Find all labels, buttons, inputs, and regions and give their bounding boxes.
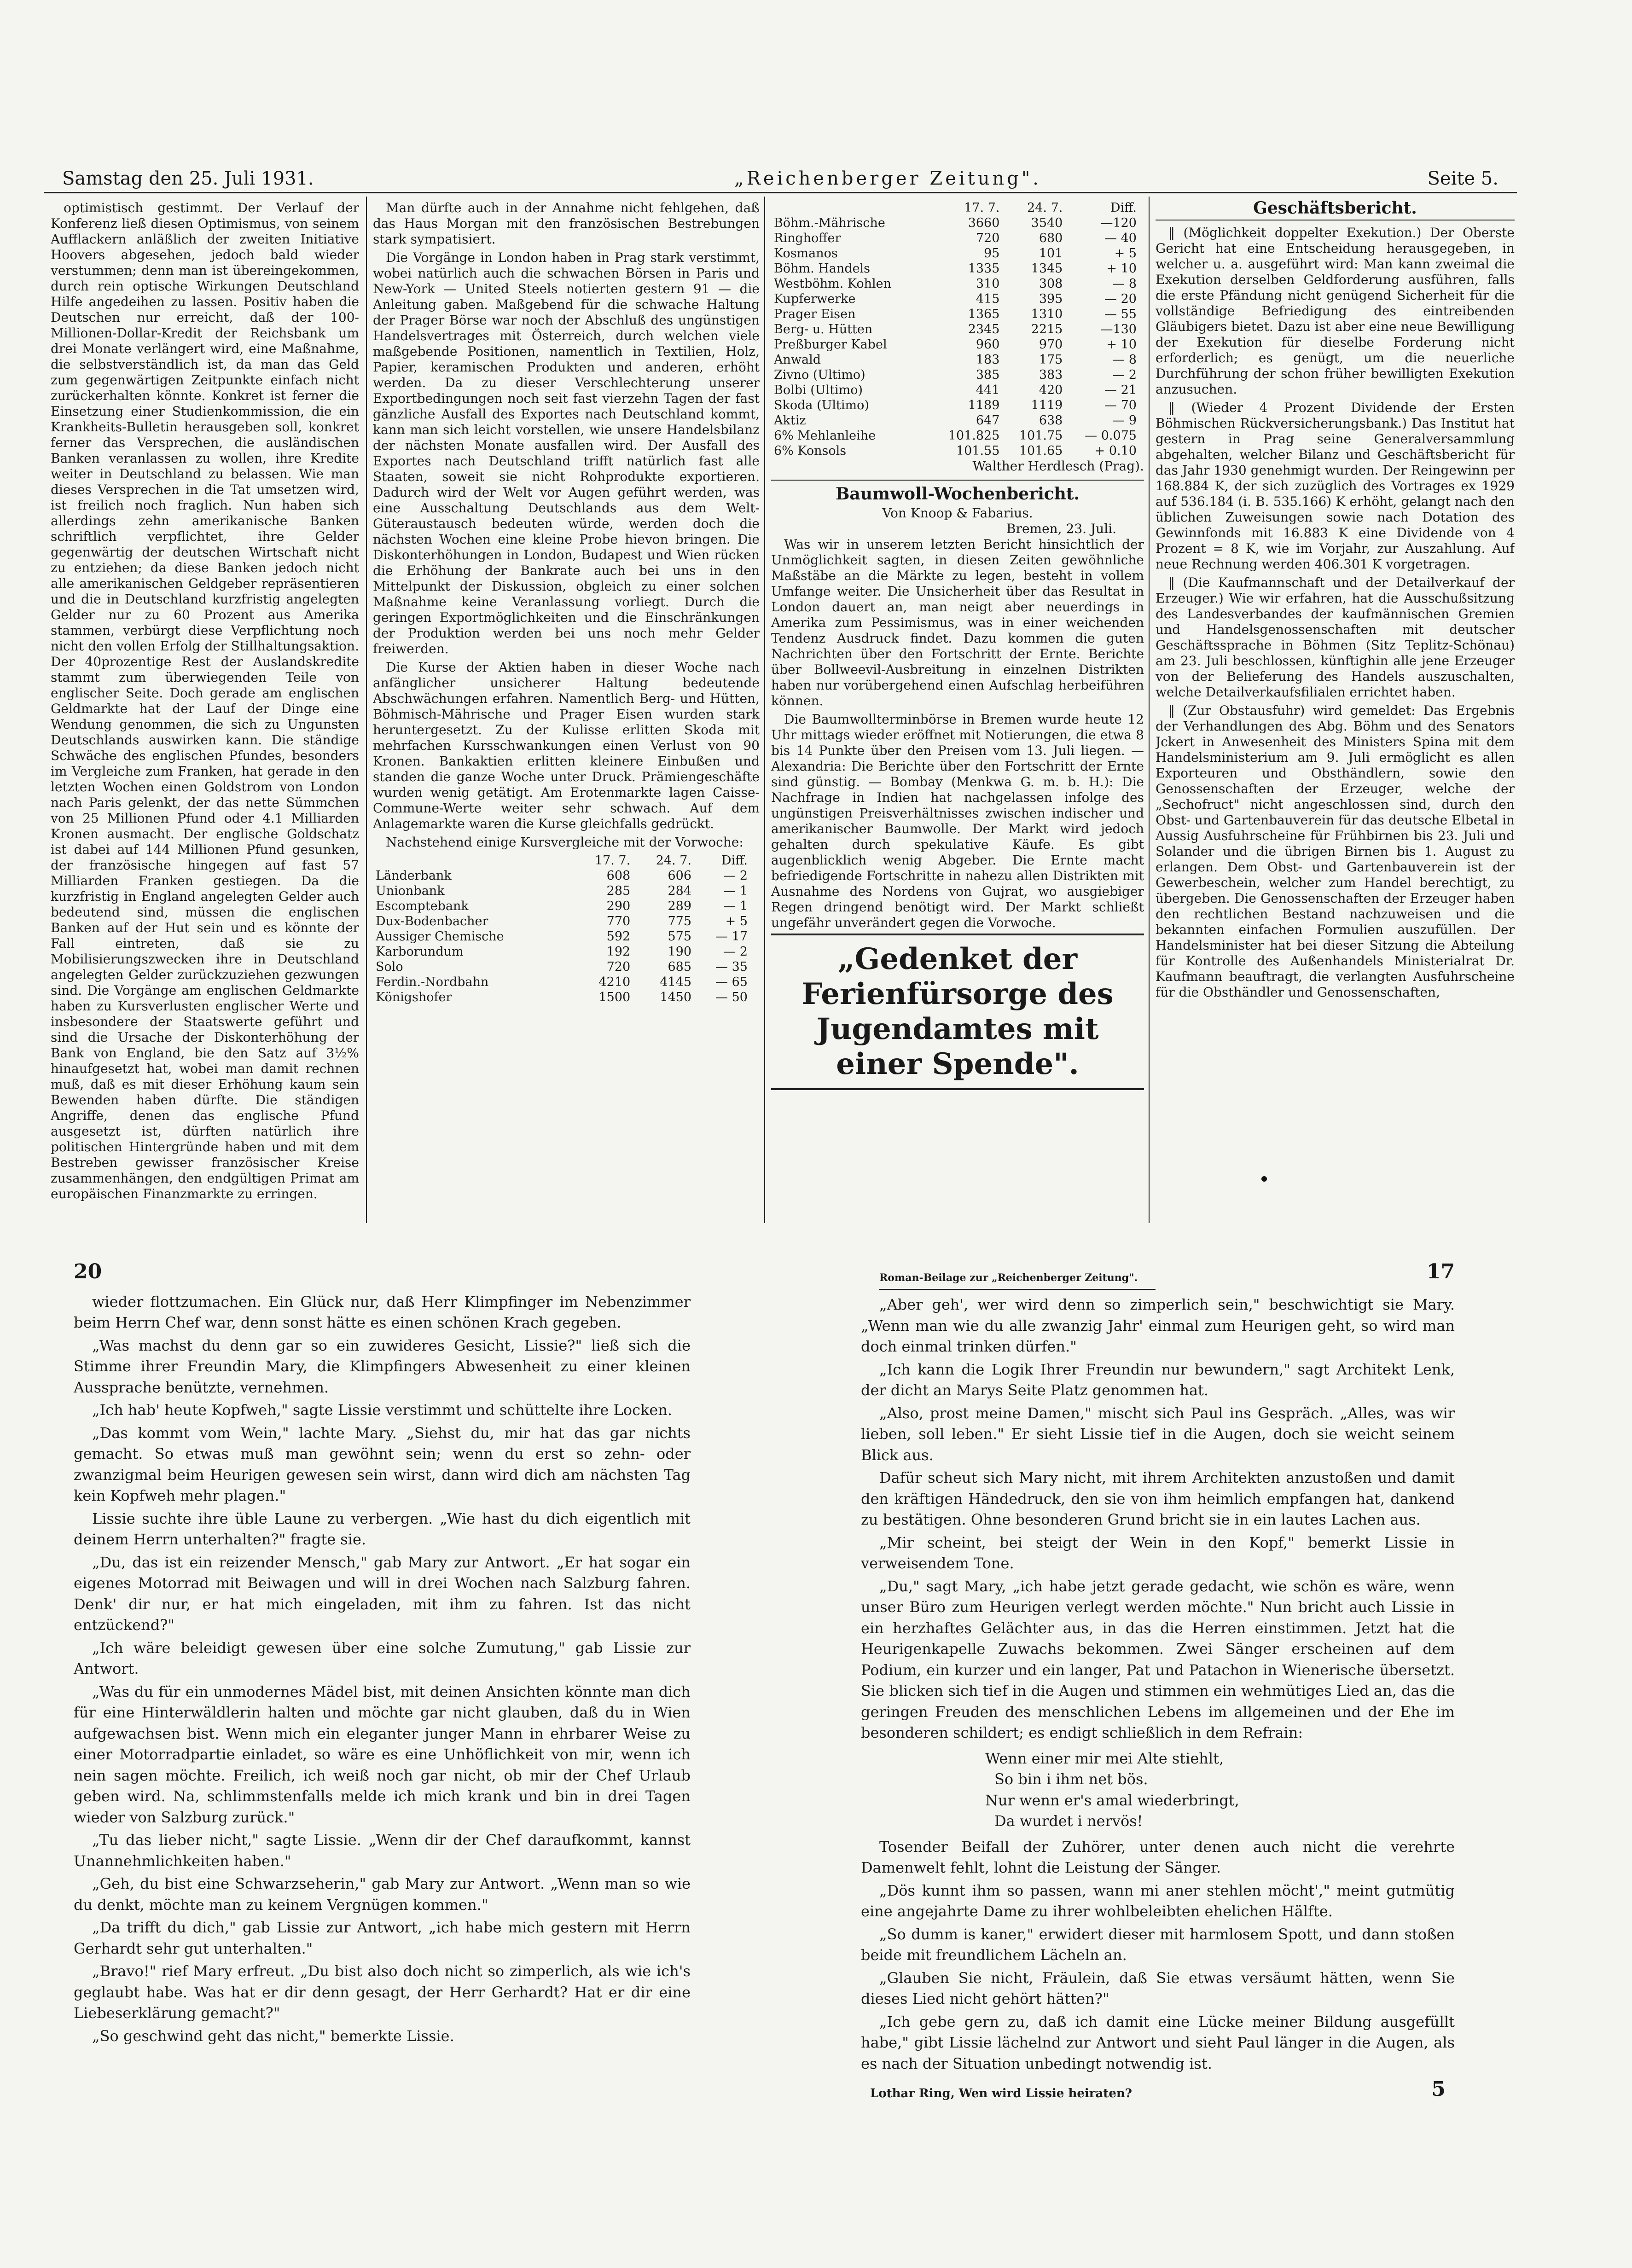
stock-name-cell: Skoda (Ultimo) [774,398,869,412]
novel-page-right [861,1261,1455,2219]
stock-name-cell: Dux-Bodenbacher [376,914,488,928]
stock-value-cell: 1335 [968,261,1000,276]
article-paragraph: Nachstehend einige Kursvergleiche mit der Vorwoche: [386,835,743,850]
stock-name-cell: Unionbank [376,884,445,898]
table-row [771,246,1139,261]
stock-value-cell: — 65 [715,975,748,989]
table-row [771,291,1139,307]
section-divider [771,480,1144,481]
stock-value-cell: 1310 [1031,307,1063,321]
stock-value-cell: 395 [1039,292,1063,306]
novel-page-left [74,1261,691,2219]
stock-value-cell: 680 [1039,231,1063,245]
stock-name-cell: Aktiz [774,413,806,428]
novel-paragraph: „Ich wäre beleidigt gewesen über eine solche Zumutung," gab Lissie zur Antwort. [74,1639,691,1677]
stock-value-cell: 770 [606,914,631,928]
stock-value-cell: 101.55 [956,444,1000,458]
stock-value-cell: 101 [1039,246,1063,261]
table-row [373,899,750,914]
stock-value-cell: 775 [668,914,692,928]
poem-line: So bin i ihm net bös. [994,1770,1148,1788]
stock-name-cell: Aussiger Chemische [376,929,504,944]
supplement-title: Roman-Beilage zur „Reichenberger Zeitung". [879,1272,1138,1284]
stock-value-cell: 310 [976,277,1000,291]
table-header [373,853,572,868]
stock-name-cell: Kupferwerke [774,292,856,306]
stock-value-cell: 606 [668,869,692,883]
stock-value-cell: 608 [606,869,631,883]
header-newspaper-title: „Reichenberger Zeitung". [734,168,1041,189]
stock-value-cell: + 10 [1106,337,1137,352]
stock-value-cell: 2345 [968,322,1000,336]
novel-paragraph: Dafür scheut sich Mary nicht, mit ihrem Architekten anzustoßen und damit den kräftigen Händedruck, den sie von ihm heimlich empfangen hat, dankend zu bestätigen. Ohne besonderen Grund bricht sie in ein lautes Lachen aus. [861,1469,1455,1528]
stock-value-cell: — 21 [1104,383,1137,397]
table-header [771,200,929,215]
poem-line: Nur wenn er's amal wiederbringt, [985,1791,1239,1809]
table-header: Diff. [1110,201,1137,215]
table-row [771,367,1139,383]
stock-name-cell: Westböhm. Kohlen [774,277,892,291]
novel-paragraph: „Was du für ein unmodernes Mädel bist, mit deinen Ansichten könnte man dich für eine Hinterwäldlerin halten und möchte gar nicht glauben, daß du in Wien aufgewachsen bist. Wenn mich ein eleganter junger Mann in ehrbarer Weise zu einer Motorradpartie einladet, so wäre es eine Unhöflichkeit von mir, wenn ich nein sagen möchte. Freilich, ich weiß noch gar nicht, ob mir der Chef Urlaub geben wird. Na, schlimmstenfalls melde ich mich krank und bin in drei Tagen wieder von Salzburg zurück." [74,1682,691,1826]
table-row [373,944,750,959]
table-signature: Walther Herdlesch (Prag). [972,458,1144,474]
table-row [373,959,750,974]
section-author: Von Knoop & Fabarius. [882,505,1033,521]
page-header [44,163,1517,191]
novel-paragraph: „Bravo!" rief Mary erfreut. „Du bist also doch nicht so zimperlich, als wie ich's geglaubt habe. Was hat er dir denn gesagt, der Herr Gerhardt? Hat er dir eine Liebeserklärung gemacht?" [74,1962,691,2022]
stock-name-cell: Ringhoffer [774,231,841,245]
stock-value-cell: 1365 [968,307,1000,321]
stock-value-cell: 970 [1039,337,1063,352]
stock-value-cell: 720 [606,960,631,974]
article-column-1 [51,200,359,1224]
novel-paragraph: wieder flottzumachen. Ein Glück nur, daß Herr Klimpfinger im Nebenzimmer beim Herrn Chef war, denn sonst hätte es einen schönen Krach gegeben. [74,1293,691,1331]
stock-name-cell: Preßburger Kabel [774,337,887,352]
stock-value-cell: + 5 [725,914,748,928]
novel-paragraph: „Geh, du bist eine Schwarzseherin," gab Mary zur Antwort. „Wenn man so wie du denkt, möchte man zu keinem Vergnügen kommen." [74,1875,691,1914]
stock-value-cell: 960 [976,337,1000,352]
article-column-4 [1156,200,1515,1224]
table-row [373,868,750,883]
novel-paragraph: „Mir scheint, bei steigt der Wein in den Kopf," bemerkt Lissie in verweisendem Tone. [861,1533,1455,1572]
table-row [771,443,1139,458]
stock-value-cell: 101.825 [948,429,1000,443]
poem-line: Wenn einer mir mei Alte stiehlt, [985,1749,1224,1767]
stock-value-cell: — 0.075 [1085,429,1137,443]
stock-value-cell: — 2 [1112,368,1137,382]
article-paragraph: Die Vorgänge in London haben in Prag stark verstimmt, wobei natürlich auch die schwachen Börsen in Paris und New-York — United Steels notierten gestern 91 — die Anleitung gaben. Maßgebend für die schwache Haltung der Prager Börse war noch der Abschluß des ungünstigen Handelsvertrages mit Österreich, durch welchen viele maßgebende Positionen, namentlich in Textilien, Holz, Papier, keramischen Produkten und anderen, erhöht werden. Da zu dieser Verschlechterung unserer Exportbedingungen noch seit fast vierzehn Tagen der fast gänzliche Ausfall des Exportes nach Deutschland kommt, kann man sich leicht vorstellen, wie unsere Handelsbilanz der nächsten Monate ausfallen wird. Der Ausfall des Exportes nach Deutschland trifft natürlich fast alle Staaten, soweit sie nicht Rohprodukte exportieren. Dadurch wird der Welt vor Augen geführt werden, was eine Ausschaltung Deutschlands aus dem Welt-Güteraustausch bedeuten würde, werden doch die nächsten Wochen eine kleine Probe hievon bringen. Die Diskonterhöhungen in London, Budapest und Wien rücken die Erhöhung der Bankrate auch bei uns in den Mittelpunkt der Diskussion, obgleich zu einer solchen Maßnahme keine Veranlassung vorliegt. Durch die geringen Exportmöglichkeiten und die Einschränkungen der Produktion werden bei uns noch mehr Gelder freiwerden. [373,250,760,656]
stock-value-cell: 415 [976,292,1000,306]
article-paragraph: Die Baumwollterminbörse in Bremen wurde heute 12 Uhr mittags wieder eröffnet mit Notierungen, die etwa 8 bis 14 Punkte über den Preisen vom 13. Juli liegen. — Alexandria: Die Berichte über den Fortschritt der Ernte sind günstig. — Bombay (Menkwa G. m. b. H.): Die Nachfrage in Indien hat nachgelassen infolge des ungünstigen Preisverhältnisses zwischen indischer und amerikanischer Baumwolle. Der Markt wird jedoch gehalten durch spekulative Käufe. Es gibt augenblicklich wenig Abgeber. Die Ernte macht befriedigende Fortschritte in nahezu allen Distrikten mit Ausnahme des Nordens von Gujrat, wo ausgiebiger Regen dringend benötigt wird. Der Markt schließt ungefähr unverändert gegen die Vorwoche. [771,712,1144,930]
article-paragraph: ‖ (Möglichkeit doppelter Exekution.) Der Oberste Gericht hat eine Entscheidung herausgegeben, in welcher u. a. ausgeführt wird: Man kann zweimal die Exekution derselben Geldforderung ausführen, falls die erste Pfändung nicht genügend Sicherheit für die vollständige Befriedigung des eintreibenden Gläubigers bietet. Dazu ist aber eine neue Bewilligung der Exekution für dieselbe Forderung nicht erforderlich; es genügt, um die neuerliche Durchführung der schon früher bewilligten Exekution anzusuchen. [1156,225,1515,397]
song-refrain [985,1748,1455,1832]
table-row [771,322,1139,337]
stock-value-cell: 4145 [660,975,692,989]
table-header-row [373,853,750,868]
page-number: 17 [1426,1260,1455,1283]
stock-name-cell: Ferdin.-Nordbahn [376,975,489,989]
stock-value-cell: 3660 [968,216,1000,230]
stock-value-cell: 190 [668,945,692,959]
novel-paragraph: „Du," sagt Mary, „ich habe jetzt gerade gedacht, wie schön es wäre, wenn unser Büro zum Heurigen verlegt werden möchte." Nun bricht auch Lissie in ein herzhaftes Gelächter aus, in das die Herren einstimmen. Jetzt hat die Heurigenkapelle Zuwachs bekommen. Zwei Sänger erscheinen auf dem Podium, ein kurzer und ein langer, Pat und Patachon in Wienerische übersetzt. Sie blicken sich tief in die Augen und stimmen ein wehmütiges Lied an, das die geringen Freuden des menschlichen Lebens im allgemeinen und der Ehe im besonderen schildert; es endigt schließlich in dem Refrain: [861,1577,1455,1741]
header-rule [44,192,1517,193]
stock-name-cell: Solo [376,960,403,974]
stock-value-cell: 285 [606,884,631,898]
stock-value-cell: 175 [1039,353,1063,367]
stock-name-cell: Zivno (Ultimo) [774,368,865,382]
stock-value-cell: — 8 [1112,277,1137,291]
article-paragraph: ‖ (Wieder 4 Prozent Dividende der Ersten Böhmischen Rückversicherungsbank.) Das Institut hat gestern in Prag seine Generalversammlung abgehalten, welcher Bilanz und Geschäftsbericht für das Jahr 1930 genehmigt wurden. Der Reingewinn per 168.884 K, der sich zuzüglich des Vortrages ex 1929 auf 536.184 (i. B. 535.166) K erhöht, gelangt nach den üblichen Zuweisungen sowie nach Dotation des Gewinnfonds mit 16.883 K eine Dividende von 4 Prozent = 8 K, wie im Vorjahr, zur Auszahlung. Auf neue Rechnung werden 406.301 K vorgetragen. [1156,400,1515,572]
stock-value-cell: —130 [1100,322,1137,336]
novel-paragraph: „So dumm is kaner," erwidert dieser mit harmlosem Spott, und dann stoßen beide mit freundlichem Lächeln an. [861,1925,1455,1964]
novel-paragraph: „Ich hab' heute Kopfweh," sagte Lissie verstimmt und schüttelte ihre Locken. [92,1401,673,1419]
stock-value-cell: — 1 [723,884,748,898]
table-header: 24. 7. [1027,201,1063,215]
table-row [373,883,750,899]
novel-paragraph: „Also, prost meine Damen," mischt sich Paul ins Gespräch. „Alles, was wir lieben, soll leben." Er sieht Lissie tief in die Augen, doch sie weicht seinem Blick aus. [861,1404,1455,1464]
stock-value-cell: 2215 [1031,322,1063,336]
stock-name-cell: Karborundum [376,945,464,959]
stock-value-cell: 383 [1039,368,1063,382]
footer-number: 5 [1431,2077,1446,2101]
novel-paragraph: „Das kommt vom Wein," lachte Mary. „Siehst du, mir hat das gar nichts gemacht. So etwas muß man gewöhnt sein; wenn du erst so zehn- oder zwanzigmal beim Heurigen gewesen sein wirst, dann wird dich am nächsten Tag kein Kopfweh mehr plagen." [74,1424,691,1504]
table-header: 17. 7. [594,853,631,868]
stock-value-cell: 638 [1039,413,1063,428]
appeal-banner: „Gedenket der Ferienfürsorge des Jugendamtes mit einer Spende". [771,934,1144,1090]
stock-table-2 [771,200,1139,458]
stock-value-cell: 1189 [968,398,1000,412]
stock-value-cell: 685 [668,960,692,974]
newspaper-page [44,163,1517,1227]
article-paragraph: Die Kurse der Aktien haben in dieser Woche nach anfänglicher unsicherer Haltung bedeutende Abschwächungen erfahren. Namentlich Berg- und Hütten, Böhmisch-Mährische und Prager Eisen wurden stark heruntergesetzt. Zu der Kulisse erlitten Skoda mit mehrfachen Kursschwankungen einen Verlust von 90 Kronen. Bankaktien erlitten kleinere Einbußen und standen die ganze Woche unter Druck. Prämiengeschäfte wurden wenig getätigt. Am Erotenmarkte lagen Caisse-Commune-Werte weiter sehr schwach. Auf dem Anlagemarkte waren die Kurse gleichfalls gedrückt. [373,660,760,831]
table-header: Diff. [721,853,748,868]
stock-name-cell: Kosmanos [774,246,838,261]
stock-value-cell: 192 [606,945,631,959]
table-row [771,307,1139,322]
stock-name-cell: Prager Eisen [774,307,856,321]
table-row [373,974,750,990]
stock-value-cell: + 5 [1114,246,1137,261]
header-rule [879,1289,1156,1290]
stock-name-cell: Königshofer [376,990,452,1004]
stock-value-cell: 1119 [1031,398,1063,412]
table-row [373,990,750,1005]
stock-value-cell: — 9 [1112,413,1137,428]
column-divider [764,197,765,1223]
table-row [771,215,1139,231]
table-row [771,413,1139,428]
stock-value-cell: 95 [984,246,1000,261]
article-paragraph: optimistisch gestimmt. Der Verlauf der Konferenz ließ diesen Optimismus, von seinem Aufflackern anläßlich der zweiten Initiative Hoovers abgesehen, jedoch bald wieder verstummen; denn man ist übereingekommen, durch rein optische Wirkungen Deutschland Hilfe angedeihen zu lassen. Positiv haben die Deutschen nur erreicht, daß der 100-Millionen-Dollar-Kredit der Reichsbank um drei Monate verlängert wird, eine Maßnahme, die selbstverständlich ist, da man das Geld zum gegenwärtigen Zeitpunkte einfach nicht zurückerhalten könnte. Konkret ist ferner die Einsetzung einer Studienkommission, die ein Krankheits-Bulletin herausgeben soll, konkret ferner das Versprechen, die ausländischen Banken veranlassen zu wollen, ihre Kredite weiter in Deutschland zu belassen. Wie man dieses Versprechen in die Tat umsetzen wird, ist freilich noch fraglich. Nun haben sich allerdings zehn amerikanische Banken schriftlich verpflichtet, ihre Gelder gegenwärtig der deutschen Wirtschaft nicht zu entziehen; da diese Banken jedoch nicht alle amerikanischen Geldgeber repräsentieren und die in Deutschland kurzfristig angelegten Gelder nur zu 60 Prozent aus Amerika stammen, verbürgt diese Verpflichtung noch nicht den vollen Erfolg der Stillhaltungsaktion. Der 40prozentige Rest der Auslandskredite stammt zum überwiegenden Teile von englischer Seite. Doch gerade am englischen Geldmarkte hat der Lauf der Dinge eine Wendung genommen, die sich zu Ungunsten Deutschlands auswirken kann. Die ständige Schwäche des englischen Pfundes, besonders im Vergleiche zum Franken, hat gerade in den letzten Wochen einen Goldstrom von London nach Paris gelenkt, der das nette Sümmchen von 25 Millionen Pfund oder 4.1 Milliarden Kronen ausmacht. Der englische Goldschatz ist dabei auf 144 Millionen Pfund gesunken, der französische hingegen auf fast 57 Milliarden Franken gestiegen. Da die kurzfristig in England angelegten Gelder auch bedeutend sind, müssen die englischen Banken auf der Hut sein und es könnte der Fall eintreten, daß sie zu Mobilisierungszwecken ihre in Deutschland angelegten Gelder zurückzuziehen gezwungen sind. Die Vorgänge am englischen Geldmarkte haben zu Kursverlusten englischer Werte und insbesondere der Staatswerte geführt und sind die Ursache der Diskonterhöhung der Bank von England, bie den Satz auf 3½% hinaufgesetzt hat, wobei man damit rechnen muß, daß es mit dieser Erhöhung kaum sein Bewenden haben dürfte. Die ständigen Angriffe, denen das englische Pfund ausgesetzt ist, dürften natürlich ihre politischen Hintergründe haben und mit dem Bestreben gewisser französischer Kreise zusammenhängen, den endgültigen Primat am europäischen Finanzmarkte zu erringen. [51,200,359,1201]
novel-page-footer [861,2079,1455,2102]
stock-value-cell: 289 [668,899,692,913]
footer-title: Lothar Ring, Wen wird Lissie heiraten? [870,2087,1133,2100]
page-number: 20 [74,1260,102,1283]
novel-paragraph: „Du, das ist ein reizender Mensch," gab Mary zur Antwort. „Er hat sogar ein eigenes Motorrad mit Beiwagen und will in drei Wochen nach Salzburg fahren. Denk' dir nur, er hat mich eingeladen, mit ihm zu fahren. Ist das nicht entzückend?" [74,1553,691,1634]
table-header-row [771,200,1139,215]
poem-line: Da wurdet i nervös! [994,1812,1143,1830]
novel-paragraph: Lissie suchte ihre üble Laune zu verbergen. „Wie hast du dich eigentlich mit deinem Herrn unterhalten?" fragte sie. [74,1509,691,1548]
stock-value-cell: 441 [976,383,1000,397]
article-paragraph: Was wir in unserem letzten Bericht hinsichtlich der Unmöglichkeit sagten, in diesen Zeiten gewöhnliche Maßstäbe an die Märkte zu legen, besteht in vollem Umfange weiter. Die Unsicherheit über das Resultat in London dauert an, man neigt aber neuerdings in Amerika zum Pessimismus, was in einer weichenden Tendenz Ausdruck findet. Dazu kommen die guten Nachrichten über den Fortschritt der Ernte. Berichte über Bollweevil-Ausbreitung in einzelnen Distrikten haben nur vorübergehend einen Aufschlag herbeiführen können. [771,537,1144,708]
novel-paragraph: „Ich kann die Logik Ihrer Freundin nur bewundern," sagt Architekt Lenk, der dicht an Marys Seite Platz genommen hat. [861,1360,1455,1399]
stock-value-cell: 1500 [598,990,631,1004]
article-column-3 [771,200,1144,1224]
stock-name-cell: Bolbi (Ultimo) [774,383,863,397]
novel-paragraph: „Dös kunnt ihm so passen, wann mi aner stehlen möcht'," meint gutmütig eine angejahrte Dame zu ihrer wohlbeleibten ehelichen Hälfte. [861,1881,1455,1920]
stock-value-cell: 308 [1039,277,1063,291]
stock-value-cell: — 2 [723,945,748,959]
article-paragraph: ‖ (Die Kaufmannschaft und der Detailverkauf der Erzeuger.) Wie wir erfahren, hat die Ausschußsitzung des Landesverbandes der kaufmännischen Gremien und Handelsgenossenschaften mit deutscher Geschäftssprache in Böhmen (Sitz Teplitz-Schönau) am 23. Juli beschlossen, künftighin alle jene Erzeuger von der Belieferung des Handels auszuschalten, welche Detailverkaufsfilialen errichtet haben. [1156,575,1515,700]
stock-name-cell: 6% Konsols [774,444,847,458]
stock-value-cell: — 70 [1104,398,1137,412]
stock-value-cell: 1345 [1031,261,1063,276]
stock-value-cell: 592 [606,929,631,944]
stock-value-cell: — 8 [1112,353,1137,367]
novel-paragraph: „Glauben Sie nicht, Fräulein, daß Sie etwas versäumt hätten, wenn Sie dieses Lied nicht gehört hätten?" [861,1969,1455,2007]
table-row [771,261,1139,276]
header-page-number: Seite 5. [1427,168,1498,189]
novel-paragraph: „So geschwind geht das nicht," bemerkte Lissie. [92,2027,454,2045]
stock-value-cell: 101.65 [1019,444,1063,458]
stock-value-cell: 647 [976,413,1000,428]
stock-name-cell: 6% Mehlanleihe [774,429,876,443]
table-row [771,276,1139,291]
section-title: Geschäftsbericht. [1253,200,1417,218]
stock-value-cell: 720 [976,231,1000,245]
stock-name-cell: Escomptebank [376,899,469,913]
article-paragraph: Man dürfte auch in der Annahme nicht fehlgehen, daß das Haus Morgan mit den französischen Bestrebungen stark sympatisiert. [373,200,760,247]
stock-value-cell: 183 [976,353,1000,367]
novel-paragraph: „Ich gebe gern zu, daß ich damit eine Lücke meiner Bildung ausgefüllt habe," gibt Lissie lächelnd zur Antwort und sieht Paul länger in die Augen, als es nach der Situation unbedingt notwendig ist. [861,2013,1455,2072]
stock-value-cell: 3540 [1031,216,1063,230]
stock-value-cell: — 17 [715,929,748,944]
stock-value-cell: 284 [668,884,692,898]
column-divider [366,197,367,1223]
article-paragraph: ‖ (Zur Obstausfuhr) wird gemeldet: Das Ergebnis der Verhandlungen des Abg. Böhm und des Senators Jckert in Anwesenheit des Ministers Spina mit dem Handelsministerium am 9. Juli ermöglicht es allen Exporteuren und Obsthändlern, sowie den Genossenschaften der Erzeuger, welche der „Sechofruct" nicht angeschlossen sind, durch den Obst- und Gartenbauverein für das deutsche Elbetal in Aussig Ausfuhrscheine für Frühbirnen bis 23. Juli und Solander und die übrigen Birnen bis 1. August zu erlangen. Dem Obst- und Gartenbauverein ist der Gewerbeschein, welcher zum Handel berechtigt, zu übergeben. Die Genossenschaften der Erzeuger haben den rechtlichen Bestand nachzuweisen und die bekannten einfachen Formulien auszufüllen. Der Handelsminister hat bei dieser Sitzung die Abteilung für Kontrolle des Außenhandels Ministerialrat Dr. Kaufmann beauftragt, die verlangten Ausfuhrscheine für die Obsthändler und Genossenschaften, [1156,703,1515,1000]
stock-value-cell: — 55 [1104,307,1137,321]
article-column-2 [373,200,760,1224]
stock-name-cell: Böhm. Handels [774,261,871,276]
stock-value-cell: — 35 [715,960,748,974]
stock-value-cell: 1450 [660,990,692,1004]
table-row [771,337,1139,352]
stock-value-cell: 101.75 [1019,429,1063,443]
table-row [771,352,1139,367]
stock-value-cell: + 10 [1106,261,1137,276]
section-dateline: Bremen, 23. Juli. [1006,521,1116,536]
stock-value-cell: 575 [668,929,692,944]
novel-page-header [861,1261,1455,1289]
stock-value-cell: + 0.10 [1094,444,1137,458]
novel-paragraph: „Was machst du denn gar so ein zuwideres Gesicht, Lissie?" ließ sich die Stimme ihrer Freundin Mary, die Klimpfingers Abwesenheit zu einer kleinen Aussprache benützte, vernehmen. [74,1336,691,1396]
table-row [771,398,1139,413]
stock-value-cell: — 40 [1104,231,1137,245]
stock-value-cell: — 1 [723,899,748,913]
stock-name-cell: Länderbank [376,869,452,883]
stock-table-1 [373,853,750,1005]
stock-value-cell: — 2 [723,869,748,883]
stock-value-cell: —120 [1100,216,1137,230]
section-title: Baumwoll-Wochenbericht. [836,484,1080,504]
page-dot [1261,1176,1267,1182]
table-row [373,914,750,929]
stock-value-cell: 290 [606,899,631,913]
column-divider [1149,197,1150,1223]
stock-name-cell: Berg- u. Hütten [774,322,873,336]
novel-paragraph: „Aber geh', wer wird denn so zimperlich sein," beschwichtigt sie Mary. „Wenn man wie du alle zwanzig Jahr' einmal zum Heurigen geht, so wird man doch einmal trinken dürfen." [861,1296,1455,1355]
table-row [771,428,1139,443]
table-row [771,231,1139,246]
header-date: Samstag den 25. Juli 1931. [62,168,314,189]
table-header: 24. 7. [656,853,692,868]
stock-value-cell: 420 [1039,383,1063,397]
novel-paragraph: Tosender Beifall der Zuhörer, unter denen auch nicht die verehrte Damenwelt fehlt, lohnt die Leistung der Sänger. [861,1838,1455,1876]
stock-value-cell: 385 [976,368,1000,382]
stock-value-cell: 4210 [598,975,631,989]
table-row [771,383,1139,398]
novel-paragraph: „Tu das lieber nicht," sagte Lissie. „Wenn dir der Chef daraufkommt, kannst Unannehmlichkeiten haben." [74,1831,691,1870]
stock-name-cell: Anwald [774,353,821,367]
novel-paragraph: „Da trifft du dich," gab Lissie zur Antwort, „ich habe mich gestern mit Herrn Gerhardt sehr gut unterhalten." [74,1919,691,1957]
stock-name-cell: Böhm.-Mährische [774,216,885,230]
table-header: 17. 7. [964,201,1000,215]
stock-value-cell: — 50 [715,990,748,1004]
table-row [373,929,750,944]
stock-value-cell: — 20 [1104,292,1137,306]
